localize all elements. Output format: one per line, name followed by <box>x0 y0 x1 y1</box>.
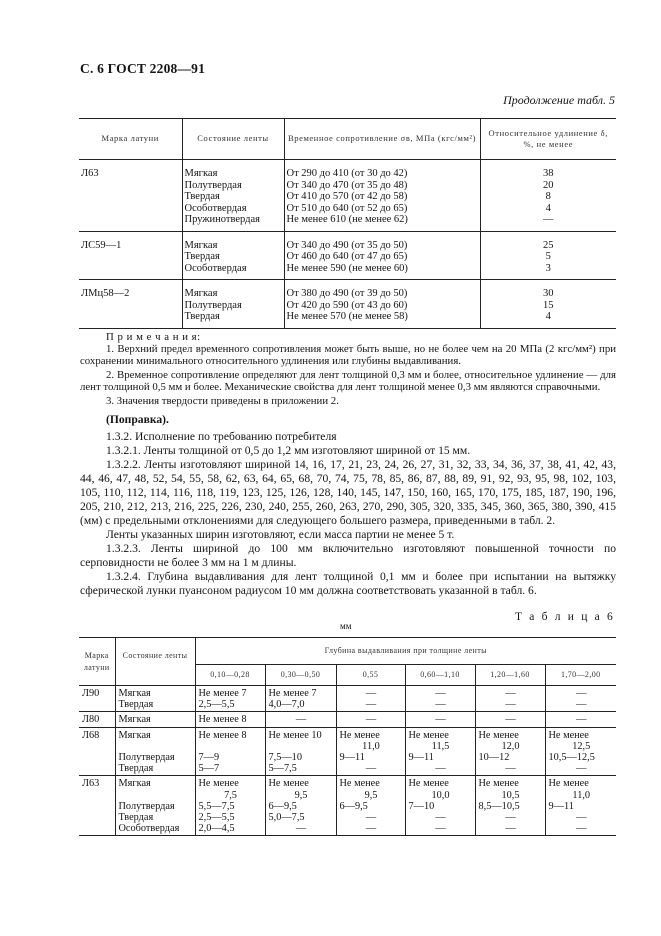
depth-cell: — <box>545 712 616 727</box>
depth-cell: — — <box>336 686 405 712</box>
paragraph-mass: Ленты указанных ширин изготовляют, если масса партии не менее 5 т. <box>106 528 455 541</box>
depth-cell: Не менее 10 7,5—10 5—7,5 <box>265 727 336 776</box>
table-6 <box>79 637 616 836</box>
state-cell: Мягкая Полутвердая Твердая <box>182 280 284 329</box>
grade-cell: Л63 <box>81 168 99 179</box>
table-row <box>79 776 616 836</box>
grade-cell: ЛС59—1 <box>79 231 182 280</box>
depth-cell: Не менее 8 7—9 5—7 <box>195 727 265 776</box>
depth-cell: — — <box>405 686 475 712</box>
col-header-depth: Глубина выдавливания при толщине ленты <box>195 638 616 665</box>
col-header-grade: Марка латуни <box>79 638 115 686</box>
body-text <box>80 413 616 598</box>
table-row <box>79 280 616 329</box>
depth-cell: Не менее 10,5 8,5—10,5 — — <box>475 776 545 836</box>
col-header-grade: Марка латуни <box>79 119 182 160</box>
page-header: С. 6 ГОСТ 2208—91 <box>80 61 206 76</box>
depth-cell: — <box>405 712 475 727</box>
depth-cell: Не менее 7 4,0—7,0 <box>265 686 336 712</box>
state-cell: Мягкая Твердая Особотвердая <box>182 231 284 280</box>
depth-cell: Не менее 10,0 7—10 — — <box>405 776 475 836</box>
thickness-header: 1,70—2,00 <box>545 665 616 686</box>
depth-cell: — <box>265 712 336 727</box>
paragraph-1-3-2: 1.3.2. Исполнение по требованию потребителя <box>106 430 337 443</box>
note-1: 1. Верхний предел временного сопротивления может быть выше, но не более чем на 20 МПа (2 кгс/мм²) при сохранении минимального относительного удлинения или глубины выдавливания. <box>80 343 616 367</box>
state-cell: Мягкая Полутвердая Твердая Особотвердая Пружинотвердая <box>182 160 284 232</box>
depth-cell: — <box>475 712 545 727</box>
elongation-cell: 30 15 4 <box>480 280 616 329</box>
depth-cell: — — <box>545 686 616 712</box>
depth-cell: Не менее 12,5 10,5—12,5 — <box>545 727 616 776</box>
table-5 <box>79 118 616 329</box>
depth-cell: Не менее 11,5 9—11 — <box>405 727 475 776</box>
paragraph-1-3-2-4: 1.3.2.4. Глубина выдавливания для лент толщиной 0,1 мм и более при испытании на вытяжку сферической лунки пуансоном радиусом 10 мм должна соответствовать указанной в табл. 6. <box>80 570 616 597</box>
table-row <box>79 160 616 232</box>
table-row <box>79 686 616 712</box>
thickness-header: 0,55 <box>336 665 405 686</box>
col-header-state: Состояние ленты <box>182 119 284 160</box>
col-header-elongation: Относительное удлинение δ, %, не менее <box>480 119 616 160</box>
table-row <box>79 712 616 727</box>
depth-cell: Не менее 7 2,5—5,5 <box>195 686 265 712</box>
notes-block <box>80 331 616 407</box>
depth-cell: Не менее 7,5 5,5—7,5 2,5—5,5 2,0—4,5 <box>195 776 265 836</box>
thickness-header: 0,60—1,10 <box>405 665 475 686</box>
col-header-strength: Временное сопротивление σв, МПа (кгс/мм²) <box>284 119 480 160</box>
thickness-header: 0,30—0,50 <box>265 665 336 686</box>
grade-cell: Л63 <box>79 776 115 836</box>
depth-cell: Не менее 12,0 10—12 — <box>475 727 545 776</box>
depth-cell: Не менее 11,0 9—11 — <box>336 727 405 776</box>
state-cell: Мягкая Твердая <box>115 686 195 712</box>
correction-note: (Поправка). <box>106 413 169 426</box>
depth-cell: — <box>336 712 405 727</box>
depth-cell: Не менее 9,5 6—9,5 5,0—7,5 — <box>265 776 336 836</box>
notes-title: П р и м е ч а н и я: <box>106 331 201 343</box>
state-cell: Мягкая Полутвердая Твердая Особотвердая <box>115 776 195 836</box>
elongation-cell: 25 5 3 <box>480 231 616 280</box>
elongation-cell: 38 20 8 4 — <box>480 160 616 232</box>
state-cell: Мягкая <box>115 712 195 727</box>
table-6-unit: мм <box>340 621 352 631</box>
thickness-header: 1,20—1,60 <box>475 665 545 686</box>
table-row <box>79 231 616 280</box>
strength-cell: От 290 до 410 (от 30 до 42) От 340 до 470 (от 35 до 48) От 410 до 570 (от 42 до 58) От 510 до 640 (от 52 до 65) Не менее 610 (не менее 62) <box>284 160 480 232</box>
col-header-state: Состояние ленты <box>115 638 195 686</box>
note-3: 3. Значения твердости приведены в приложении 2. <box>106 395 339 407</box>
grade-cell: Л90 <box>79 686 115 712</box>
table-row <box>79 727 616 776</box>
strength-cell: От 340 до 490 (от 35 до 50) От 460 до 640 (от 47 до 65) Не менее 590 (не менее 60) <box>284 231 480 280</box>
depth-cell: Не менее 8 <box>195 712 265 727</box>
depth-cell: — — <box>475 686 545 712</box>
strength-cell: От 380 до 490 (от 39 до 50) От 420 до 590 (от 43 до 60) Не менее 570 (не менее 58) <box>284 280 480 329</box>
depth-cell: Не менее 9,5 6—9,5 — — <box>336 776 405 836</box>
grade-cell: Л80 <box>79 712 115 727</box>
thickness-header: 0,10—0,28 <box>195 665 265 686</box>
table-6-caption: Т а б л и ц а 6 <box>514 611 615 623</box>
grade-cell: Л68 <box>79 727 115 776</box>
paragraph-1-3-2-1: 1.3.2.1. Ленты толщиной от 0,5 до 1,2 мм изготовляют шириной от 15 мм. <box>106 444 471 457</box>
paragraph-1-3-2-2: 1.3.2.2. Ленты изготовляют шириной 14, 16, 17, 21, 23, 24, 26, 27, 31, 32, 33, 34, 36, 37, 38, 41, 42, 43, 44, 46, 47, 48, 52, 54, 55, 58, 62, 63, 64, 65, 68, 70, 74, 75, 78, 85, 86, 87, 88, 89, 91, 92, 93, 95, 98, 102, 103, 105, 110, 112, 114, 116, 118, 119, 123, 125, 126, 128, 140, 145, 147, 150, 160, 165, 170, 175, 185, 187, 190, 196, 205, 210, 212, 213, 216, 225, 226, 230, 240, 255, 260, 263, 270, 290, 305, 320, 335, 345, 360, 365, 380, 390, 415 (мм) с предельными отклонениями для следующего большего размера, приведенными в табл. 2. <box>80 458 616 527</box>
note-2: 2. Временное сопротивление определяют для лент толщиной 0,3 мм и более, относительное удлинение — для лент толщиной 0,5 мм и более. Механические свойства для лент толщиной менее 0,3 мм являются справочными. <box>80 369 616 393</box>
paragraph-1-3-2-3: 1.3.2.3. Ленты шириной до 100 мм включительно изготовляют повышенной точности по серповидности не более 3 мм на 1 м длины. <box>80 542 616 569</box>
depth-cell: Не менее 11,0 9—11 — — <box>545 776 616 836</box>
state-cell: Мягкая Полутвердая Твердая <box>115 727 195 776</box>
table-continuation-label: Продолжение табл. 5 <box>503 93 615 107</box>
grade-cell: ЛМц58—2 <box>79 280 182 329</box>
